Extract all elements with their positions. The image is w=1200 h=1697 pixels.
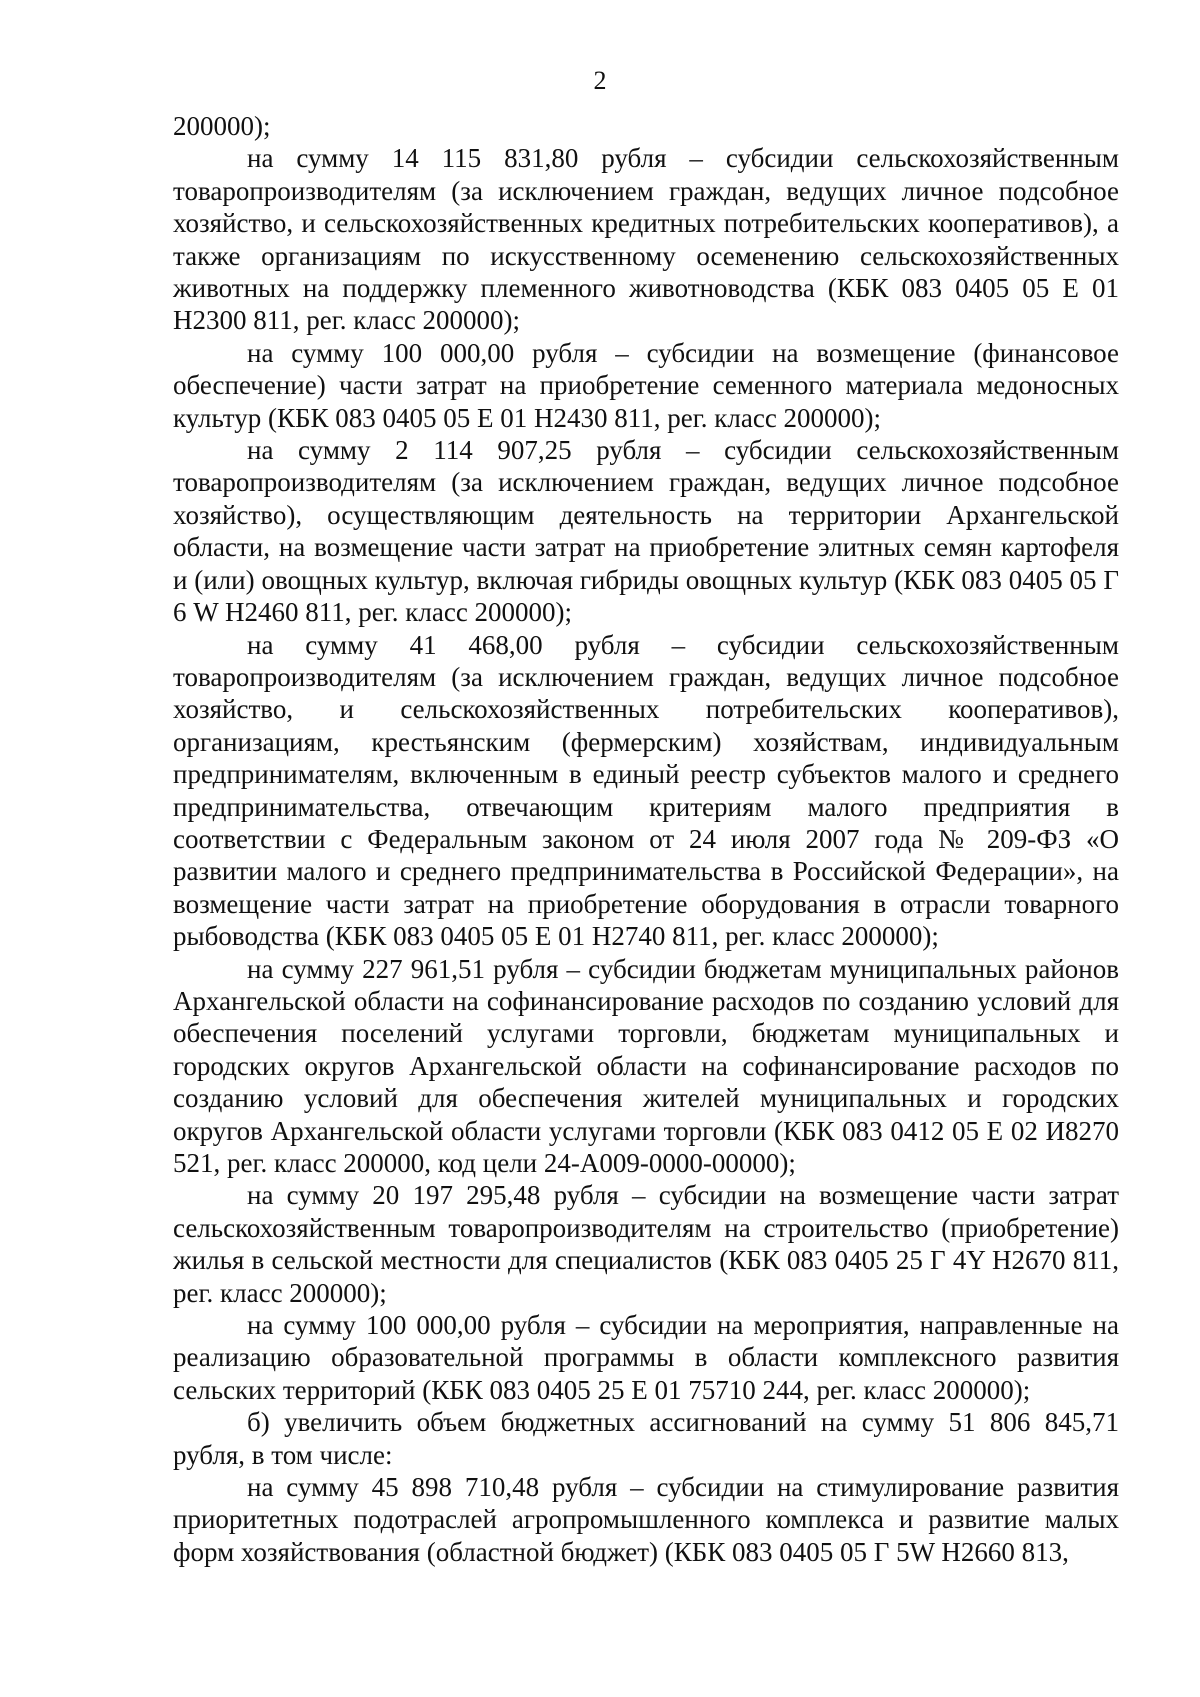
paragraph: на сумму 2 114 907,25 рубля – субсидии сельскохозяйственным товаропроизводителям (за исключением граждан, ведущих личное подсобное хозяйство), осуществляющим деятельность на территории Архангельской области, на возмещение части затрат на приобретение элитных семян картофеля и (или) овощных культур, включая гибриды овощных культур (КБК 083 0405 05 Г 6 W Н2460 811, рег. класс 200000); bbox=[173, 435, 1119, 628]
paragraph: на сумму 227 961,51 рубля – субсидии бюджетам муниципальных районов Архангельской области на софинансирование расходов по созданию условий для обеспечения поселений услугами торговли, бюджетам муниципальных и городских округов Архангельской области на софинансирование расходов по созданию условий для обеспечения жителей муниципальных и городских округов Архангельской области услугами торговли (КБК 083 0412 05 Е 02 И8270 521, рег. класс 200000, код цели 24-А009-0000-00000); bbox=[173, 953, 1119, 1178]
paragraph: на сумму 45 898 710,48 рубля – субсидии на стимулирование развития приоритетных подотраслей агропромышленного комплекса и развитие малых форм хозяйствования (областной бюджет) (КБК 083 0405 05 Г 5W Н2660 813, bbox=[173, 1472, 1119, 1567]
paragraph: на сумму 41 468,00 рубля – субсидии сельскохозяйственным товаропроизводителям (за исключением граждан, ведущих личное подсобное хозяйство, и сельскохозяйственных потребительских кооперативов), организациям, крестьянским (фермерским) хозяйствам, индивидуальным предпринимателям, включенным в единый реестр субъектов малого и среднего предпринимательства, отвечающим критериям малого предприятия в соответствии с Федеральным законом от 24 июля 2007 года № 209-ФЗ «О развитии малого и среднего предпринимательства в Российской Федерации», на возмещение части затрат на приобретение оборудования в отрасли товарного рыбоводства (КБК 083 0405 05 Е 01 Н2740 811, рег. класс 200000); bbox=[173, 629, 1119, 952]
document-body bbox=[173, 110, 1119, 1568]
paragraph: на сумму 14 115 831,80 рубля – субсидии сельскохозяйственным товаропроизводителям (за исключением граждан, ведущих личное подсобное хозяйство, и сельскохозяйственных кредитных потребительских кооперативов), а также организациям по искусственному осеменению сельскохозяйственных животных на поддержку племенного животноводства (КБК 083 0405 05 Е 01 Н2300 811, рег. класс 200000); bbox=[173, 143, 1119, 336]
paragraph-continuation: 200000); bbox=[173, 111, 271, 141]
paragraph: на сумму 100 000,00 рубля – субсидии на возмещение (финансовое обеспечение) части затрат на приобретение семенного материала медоносных культур (КБК 083 0405 05 Е 01 Н2430 811, рег. класс 200000); bbox=[173, 337, 1119, 433]
paragraph: на сумму 20 197 295,48 рубля – субсидии на возмещение части затрат сельскохозяйственным товаропроизводителям на строительство (приобретение) жилья в сельской местности для специалистов (КБК 083 0405 25 Г 4Y Н2670 811, рег. класс 200000); bbox=[173, 1180, 1119, 1308]
paragraph: б) увеличить объем бюджетных ассигнований на сумму 51 806 845,71 рубля, в том числе: bbox=[173, 1407, 1119, 1470]
paragraph: на сумму 100 000,00 рубля – субсидии на мероприятия, направленные на реализацию образовательной программы в области комплексного развития сельских территорий (КБК 083 0405 25 Е 01 75710 244, рег. класс 200000); bbox=[173, 1310, 1119, 1405]
page-number: 2 bbox=[593, 66, 607, 95]
